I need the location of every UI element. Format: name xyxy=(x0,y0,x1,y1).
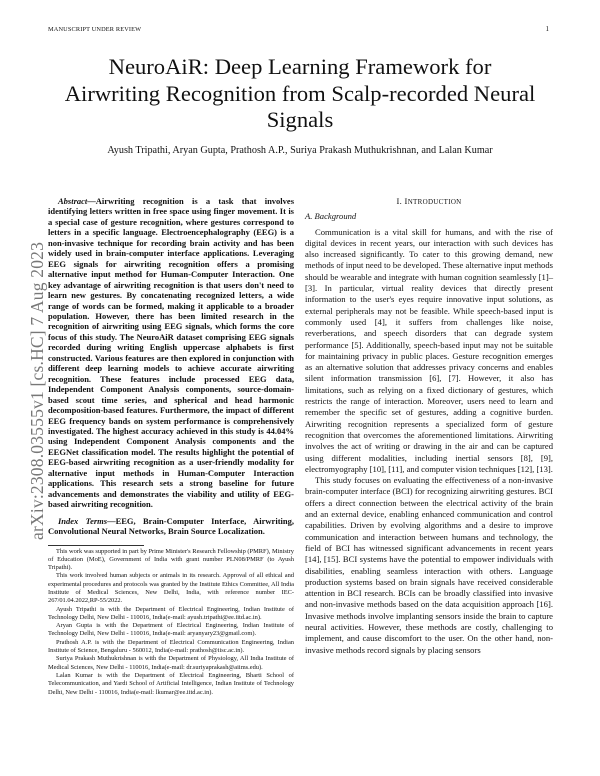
subsection-heading: A. Background xyxy=(305,211,357,222)
index-terms-label: Index Terms xyxy=(58,515,108,526)
footnote-divider xyxy=(48,545,144,546)
paper-title: NeuroAiR: Deep Learning Framework for Airwriting Recognition from Scalp-recorded Neural Signals xyxy=(64,54,536,132)
right-column xyxy=(305,196,553,656)
page-number: 1 xyxy=(545,25,549,33)
section-title-rest: NTRODUCTION xyxy=(407,198,462,206)
body-paragraph: Communication is a vital skill for humans, and with the rise of digital devices in recent years, our interaction with such devices has also increased significantly. To cater to this growing demand, new methods of input need to be developed. These alternative input methods should be wearable and integrate with human cognition seamlessly [1]–[3]. In particular, virtual reality devices that directly present information to the user's eyes require innovative input solutions, as external peripherals may not be feasible. While speech-based input is commonly used [4], it suffers from challenges like noise, reverberations, and speech disorders that can degrade system performance [5]. Additionally, speech-based input may not be suitable for maintaining privacy in public places. Gesture recognition emerges as an alternative solution that addresses privacy concerns and enables silent information transmission [6], [7]. However, it also has limitations, such as relying on a fixed dictionary of gestures, which restricts the range of interaction. Moreover, users need to learn and remember the specific set of gestures, adding a cognitive burden. Airwriting recognition represents a specialized form of gesture recognition that overcomes the aforementioned limitations. Airwriting involves the act of writing or drawing in the air and can be captured using different modalities, including inertial sensors [8], [9], electromyography [10], [11], and computer vision techniques [12], [13]. xyxy=(305,226,553,474)
section-initial: I xyxy=(404,196,408,206)
left-column xyxy=(48,196,294,697)
footnote-author-3: Prathosh A.P. is with the Department of Electrical Communication Engineering, Indian Institute of Science, Bengaluru - 560012, India(e-mail: prathosh@iisc.ac.in). xyxy=(48,638,294,655)
abstract-label: Abstract xyxy=(58,196,88,206)
footnote-author-5: Lalan Kumar is with the Department of Electrical Engineering, Bharti School of Telecommunication, and Yardi School of Artificial Intelligence, Indian Institute of Technology Delhi, New Delhi - 110016, India(e-mail: lkumar@ee.iitd.ac.in). xyxy=(48,671,294,696)
index-terms-text: —EEG, Brain-Computer Interface, Airwriting, Convolutional Neural Networks, Brain Source Localization. xyxy=(48,515,294,537)
footnote-author-2: Aryan Gupta is with the Department of Electrical Engineering, Indian Institute of Technology Delhi, New Delhi - 110016, India(e-mail: aryanyary23@gmail.com). xyxy=(48,622,294,638)
section-heading xyxy=(305,196,553,208)
running-head: MANUSCRIPT UNDER REVIEW xyxy=(48,26,142,33)
arxiv-stamp: arXiv:2308.03555v1 [cs.HC] 7 Aug 2023 xyxy=(27,241,47,540)
abstract xyxy=(48,196,294,510)
abstract-text: —Airwriting recognition is a task that involves identifying letters written in free space using finger movement. It is a special case of gesture recognition, where gestures correspond to letters in a specific language. Electroencephalography (EEG) is a non-invasive technique for recording brain activity and has been widely used in brain-computer interface applications. Leveraging EEG signals for airwriting recognition offers a promising alternative input method for Human-Computer Interaction. One key advantage of airwriting recognition is that users don't need to learn new gestures. By concatenating recognized letters, a wide range of words can be formed, making it applicable to a broader population. However, there has been limited research in the recognition of airwriting using EEG signals, which forms the core focus of this study. The NeuroAiR dataset comprising EEG signals recorded during writing English uppercase alphabets is first constructed. Various features are then explored in conjunction with different deep learning models to achieve accurate airwriting recognition. These features include processed EEG data, Independent Component Analysis components, source-domain-based scout time series, and spherical and head harmonic decomposition-based features. Furthermore, the impact of different EEG frequency bands on system performance is comprehensively investigated. The highest accuracy achieved in this study is 44.04% using Independent Component Analysis components and the EEGNet classification model. The results highlight the potential of EEG-based airwriting recognition as a user-friendly modality for alternative input methods in Human-Computer Interaction applications. This research sets a strong baseline for future advancements and demonstrates the viability and utility of EEG-based airwriting recognition. xyxy=(48,196,294,510)
footnote-ethics: This work involved human subjects or animals in its research. Approval of all ethical and experimental procedures and protocols was granted by the Institute Ethics Committee, All India Institute of Medical Sciences, New Delhi, India, with reference number IEC-267/01.04.2022,RP-55/2022. xyxy=(48,572,294,605)
footnotes xyxy=(48,548,294,697)
body-paragraph: This study focuses on evaluating the effectiveness of a non-invasive brain-computer interface (BCI) for recognizing airwriting gestures. BCI offers a direct connection between the electrical activity of the brain and an external device, enabling enhanced communication and control capabilities. Driven by evolving algorithms and a desire to improve communication and interaction between humans and technology, the field of BCI has witnessed significant advancements in recent years [14], [15]. BCI systems have the potential to empower individuals with disabilities, enabling seamless interaction with others. Language production systems based on brain signals have received considerable attention in BCI research. BCIs can be broadly classified into invasive and non-invasive methods based on the data acquisition approach [16]. Invasive methods involve implanting sensors inside the brain to capture neural activities. However, these methods are costly, challenging to implement, and cause discomfort to the user. On the other hand, non-invasive methods record signals by placing sensors xyxy=(305,475,553,655)
index-terms xyxy=(48,516,294,537)
footnote-funding: This work was supported in part by Prime Minister's Research Fellowship (PMRF), Ministry of Education (MoE), Government of India with grant number PLN08/PMRF (to Ayush Tripathi). xyxy=(48,547,294,572)
footnote-author-1: Ayush Tripathi is with the Department of Electrical Engineering, Indian Institute of Technology Delhi, New Delhi - 110016, India(e-mail: ayush.tripathi@ee.iitd.ac.in). xyxy=(48,605,294,621)
author-list: Ayush Tripathi, Aryan Gupta, Prathosh A.P., Suriya Prakash Muthukrishnan, and Lalan Kumar xyxy=(107,145,493,156)
section-number: I. xyxy=(396,196,403,206)
footnote-author-4: Suriya Prakash Muthukrishnan is with the Department of Physiology, All India Institute of Medical Sciences, New Delhi - 110016, India(e-mail: dr.suriyaprakash@aiims.edu). xyxy=(48,655,294,671)
